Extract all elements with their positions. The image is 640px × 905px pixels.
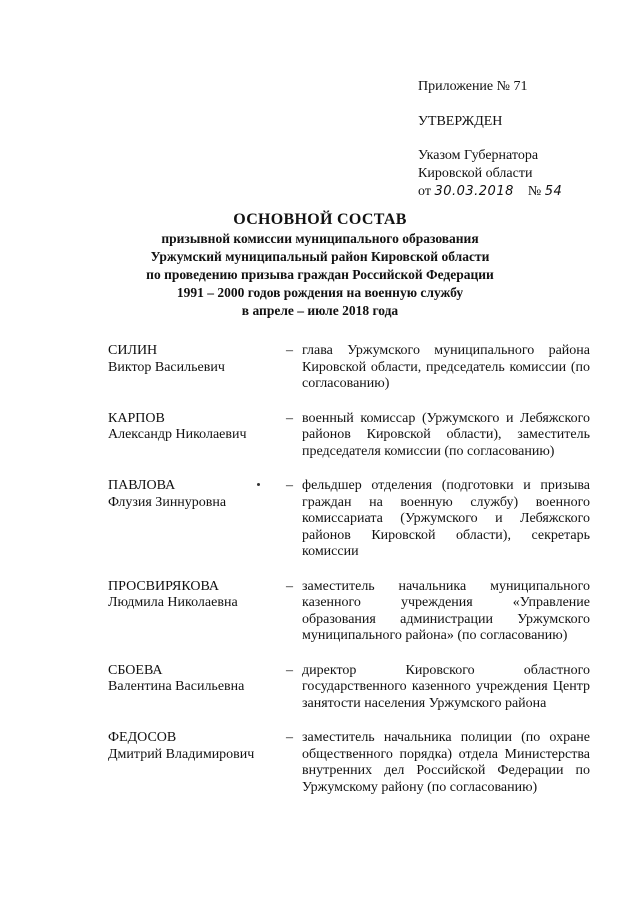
member-given-name: Виктор Васильевич [108, 359, 225, 375]
title-line: по проведению призыва граждан Российской Федерации [146, 267, 494, 282]
number-prefix: № [527, 184, 542, 199]
member-surname: ФЕДОСОВ [108, 730, 177, 745]
member-surname: КАРПОВ [108, 410, 165, 426]
decree-date-line [418, 183, 618, 201]
member-given-name: Людмила Николаевна [108, 595, 238, 610]
member-position: военный комиссар (Уржумского и Лебяжского районов Кировской области), заместитель председателя комиссии (по согласованию) [302, 410, 590, 459]
member-surname: ПРОСВИРЯКОВА [108, 578, 220, 594]
member-name [108, 343, 286, 393]
member-given-name: Валентина Васильевна [108, 679, 245, 694]
approval-block [418, 78, 618, 201]
approved-heading: УТВЕРЖДЕН [418, 114, 503, 129]
member-position: заместитель начальника муниципального казенного учреждения «Управление образования администрации Уржумского муниципального района» (по согласованию) [302, 578, 590, 643]
decree-line-1: Указом Губернатора [418, 148, 539, 163]
member-position: заместитель начальника полиции (по охране общественного порядка) отдела Министерства внутренних дел Российской Федерации по Уржумскому району (по согласованию) [302, 730, 590, 795]
title-line: в апреле – июле 2018 года [241, 303, 399, 318]
dash: – [286, 578, 293, 594]
members-list [108, 343, 588, 796]
dash: – [286, 410, 293, 426]
member-entry [108, 411, 588, 461]
dash: – [286, 662, 293, 678]
member-given-name: Дмитрий Владимирович [108, 746, 255, 762]
document-title [100, 210, 540, 320]
member-name [108, 663, 286, 713]
dash: – [286, 730, 293, 745]
decree-line-2: Кировской области [418, 166, 533, 181]
main-title: ОСНОВНОЙ СОСТАВ [233, 211, 407, 228]
title-line: Уржумский муниципальный район Кировской области [150, 249, 490, 264]
member-surname: СИЛИН [108, 343, 158, 358]
date-prefix: от [418, 184, 431, 199]
member-name [108, 579, 286, 645]
annex-number: Приложение № 71 [418, 79, 528, 94]
member-position: директор Кировского областного государственного казенного учреждения Центр занятости населения Уржумского района [302, 662, 590, 711]
handwritten-number: 54 [544, 184, 563, 199]
member-position: фельдшер отделения (подготовки и призыва граждан на военную службу) военного комиссариата (Уржумского и Лебяжского районов Кировской области), секретарь комиссии [302, 478, 590, 559]
scan-speck [257, 483, 260, 486]
member-name [108, 730, 286, 796]
member-entry [108, 579, 588, 645]
member-entry [108, 343, 588, 393]
dash: – [286, 343, 293, 358]
dash: – [286, 478, 293, 493]
member-position: глава Уржумского муниципального района Кировской области, председатель комиссии (по согласованию) [302, 343, 590, 391]
member-name [108, 411, 286, 461]
member-surname: ПАВЛОВА [108, 478, 176, 493]
member-given-name: Александр Николаевич [108, 427, 247, 442]
title-line: 1991 – 2000 годов рождения на военную службу [176, 285, 464, 300]
member-name [108, 478, 286, 561]
member-given-name: Флузия Зиннуровна [108, 494, 227, 510]
member-surname: СБОЕВА [108, 662, 163, 678]
title-line: призывной комиссии муниципального образования [161, 231, 479, 246]
member-entry [108, 478, 588, 561]
member-entry [108, 730, 588, 796]
handwritten-date: 30.03.2018 [434, 184, 514, 199]
member-entry [108, 663, 588, 713]
decree-reference [418, 147, 618, 201]
